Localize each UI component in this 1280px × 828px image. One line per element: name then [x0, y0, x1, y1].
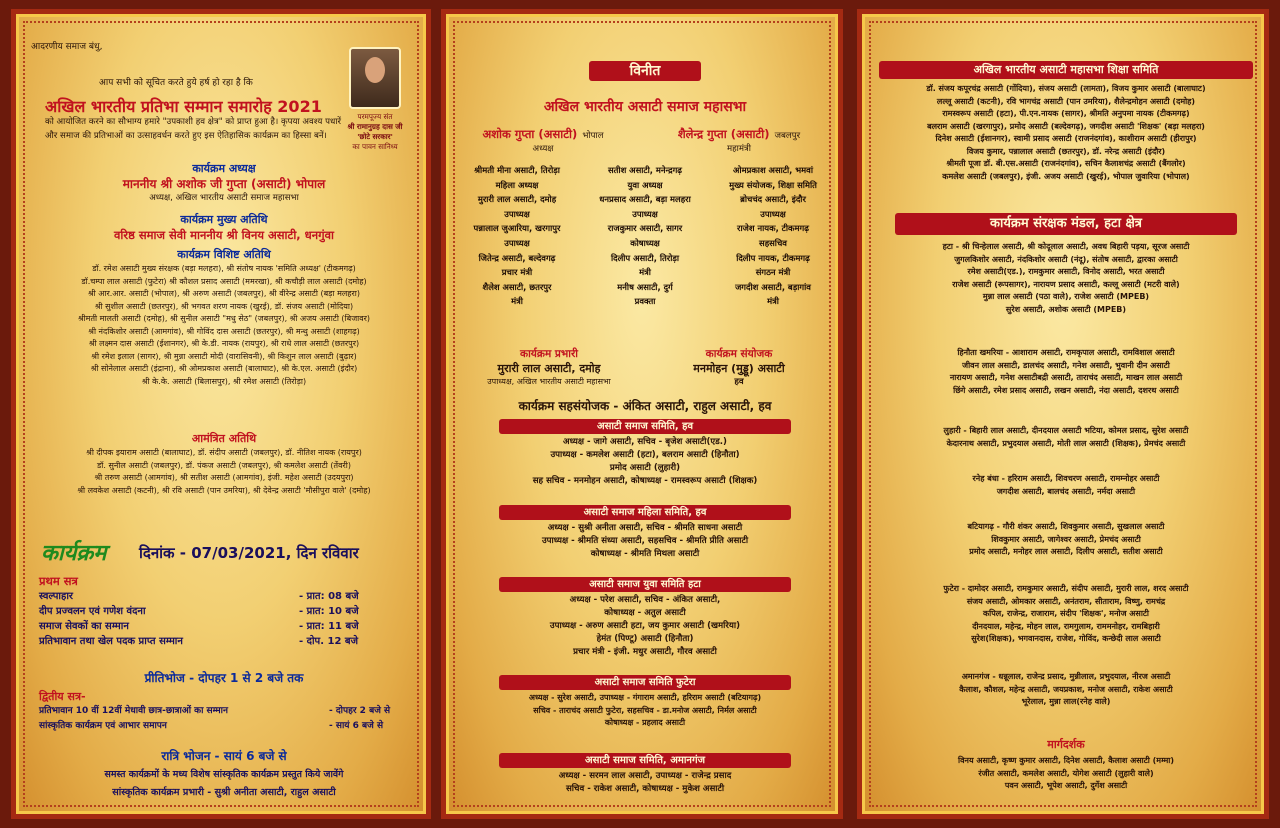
event-date: दिनांक - 07/03/2021, दिन रविवार: [139, 544, 359, 562]
guide-title: मार्गदर्शक: [1047, 738, 1085, 751]
lunch-line: प्रीतिभोज - दोपहर 1 से 2 बजे तक: [144, 671, 304, 685]
committee-title: असाटी समाज समिति फुटेरा: [499, 675, 791, 690]
schedule-row: समाज सेवकों का सम्मान - प्रात: 11 बजे: [39, 621, 359, 632]
program-logo: कार्यक्रम: [41, 540, 107, 566]
schedule-row: सांस्कृतिक कार्यक्रम एवं आभार समापन - सायं 6 बजे से: [39, 721, 384, 731]
session-two: [39, 689, 409, 734]
office-bearers-col-3: ओमप्रकाश असाटी, भमवां मुख्य संयोजक, शिक्षा समिति ब्रोचचंद असाटी, इंदौर उपाध्यक्ष राजेश नायक, टीकमगढ़ सहसचिव दिलीप नायक, टीकमगढ़ संगठन मंत्री जगदीश असाटी, बड़ागांव मंत्री: [729, 165, 817, 307]
committee-amanganj: असाटी समाज समिति, अमानगंज अध्यक्ष - सरमन लाल असाटी, उपाध्यक्ष - राजेन्द्र प्रसाद सचिव - राकेश असाटी, कोषाध्यक्ष - मुकेश असाटी: [459, 753, 831, 796]
committee-title: असाटी समाज युवा समिति हटा: [499, 577, 791, 592]
president-heading: कार्यक्रम अध्यक्ष: [192, 162, 256, 175]
patron-committee-title: कार्यक्रम संरक्षक मंडल, हटा क्षेत्र: [895, 213, 1237, 235]
education-committee-title: अखिल भारतीय असाटी महासभा शिक्षा समिति: [879, 61, 1253, 79]
session-two-heading: द्वितीय सत्र-: [39, 690, 86, 703]
program-incharge: कार्यक्रम प्रभारी मुरारी लाल असाटी, दमोह उपाध्यक्ष, अखिल भारतीय असाटी महासभा: [487, 348, 611, 386]
group-hata: हटा - श्री चिन्हेलाल असाटी, श्री कोदूलाल असाटी, अवध बिहारी पड़या, सूरज असाटी जुगलकिशोर असाटी, नंदकिशोर असाटी (नंदू), संतोष असाटी, द्वारका असाटी रमेश असाटी(एड.), रामकुमार असाटी, विनोद असाटी, भरत असाटी राजेश असाटी (रूपसागर), नारायण प्रसाद असाटी, कल्लू असाटी (मटरी वाले) मुन्ना लाल असाटी (पठा वाले), राजेश असाटी (MPEB) सुरेश असाटी, अशोक असाटी (MPEB): [942, 242, 1190, 314]
group-batiyagarh: बटियागढ़ - गौरी शंकर असाटी, शिवकुमार असाटी, सुखलाल असाटी शिवकुमार असाटी, जागेश्वर असाटी, प्रेमचंद असाटी प्रमोद असाटी, मनोहर लाल असाटी, दिलीप असाटी, सतीश असाटी: [967, 522, 1165, 556]
group-luhari: लुहारी - बिहारी लाल असाटी, दीनदयाल असाटी भटिया, कोमल प्रसाद, सुरेश असाटी केदारनाथ असाटी, प्रभुदयाल असाटी, मोती लाल असाटी (शिक्षक), प्रेमचंद असाटी: [943, 426, 1189, 448]
co-convener: कार्यक्रम सहसंयोजक - अंकित असाटी, राहुल असाटी, हव: [518, 399, 772, 413]
chief-guest-heading: कार्यक्रम मुख्य अतिथि: [180, 213, 268, 226]
special-guest-line: डॉ.चम्पा लाल असाटी (फुटेरा) श्री कौशल प्रसाद असाटी (ममरखा), श्री कचौड़ी लाल असाटी (दमोह): [81, 276, 367, 286]
event-title: अखिल भारतीय प्रतिभा सम्मान समारोह 2021: [45, 97, 322, 116]
schedule-row: स्वल्पाहार - प्रात: 08 बजे: [39, 591, 359, 602]
committee-hata: असाटी समाज समिति, हव अध्यक्ष - जागे असाटी, सचिव - बृजेश असाटी(एड.) उपाध्यक्ष - कमलेश असाटी (हटा), बलराम असाटी (हिनौता) प्रमोद असाटी (लुहारी) सह सचिव - मनमोहन असाटी, कोषाध्यक्ष - रामस्वरूप असाटी (शिक्षक): [459, 419, 831, 488]
invited-guest-line: श्री तरुण असाटी (आमगांव), श्री सतीश असाटी (आमगांव), इंजी. महेश असाटी (उदयपुरा): [94, 473, 354, 482]
group-futera: फुटेरा - दामोदर असाटी, रामकुमार असाटी, संदीप असाटी, मुरारी लाल, शरद असाटी संजय असाटी, ओमकार असाटी, अनंतराम, सीताराम, विष्णु, रामचंद्र कपिल, राजेन्द्र, राजाराम, संदीप 'शिक्षक', मनोज असाटी दीनदयाल, महेन्द्र, मोहन लाल, रामगुलाम, राममनोहर, रामबिहारी सुरेश(शिक्षक), भगवानदास, राजेश, गोविंद, कन्छेदी लाल असाटी: [943, 584, 1189, 643]
special-guest-line: श्री लक्ष्मन दास असाटी (ईशानगर), श्री के.डी. नायक (रायपुर), श्री राधे लाल असाटी (छतरपुर): [88, 339, 360, 348]
vineet-header: विनीत: [589, 61, 701, 81]
session-one: [39, 573, 409, 649]
committee-women: असाटी समाज महिला समिति, हव अध्यक्ष - सुश्री अनीता असाटी, सचिव - श्रीमति साधना असाटी उपाध्यक्ष - श्रीमति संध्या असाटी, सहसचिव - श्रीमति प्रीति असाटी कोषाध्यक्ष - श्रीमति मिथला असाटी: [459, 505, 831, 561]
schedule-row: प्रतिभावान तथा खेल पदक प्राप्त सम्मान - दोप. 12 बजे: [39, 636, 359, 647]
chief-guest-section: [31, 212, 417, 243]
greeting-text: आदरणीय समाज बंधु,: [31, 42, 103, 52]
org-title: अखिल भारतीय असाटी समाज महासभा: [543, 99, 747, 115]
committee-title: असाटी समाज महिला समिति, हव: [499, 505, 791, 520]
leader-secretary: शैलेन्द्र गुप्ता (असाटी) जबलपुर महामंत्री: [677, 127, 801, 154]
invited-guest-line: डॉ. सुनील असाटी (जबलपुर), डॉ. पंकज असाटी (जबलपुर), श्री कमलेश असाटी (तेंवरी): [97, 460, 351, 470]
dinner-line: रात्रि भोजन - सायं 6 बजे से: [161, 749, 287, 763]
guide-members: विनय असाटी, कृष्ण कुमार असाटी, दिनेश असाटी, कैलाश असाटी (मम्मा) रंजीत असाटी, कमलेश असाटी, योगेश असाटी (लुहारी वाले) पवन असाटी, भूपेश असाटी, दुर्गेश असाटी: [958, 756, 1174, 790]
program-convener: कार्यक्रम संयोजक मनमोहन (मुड्डू) असाटी हव: [693, 348, 785, 387]
special-guests-section: [31, 247, 417, 388]
intro-text: आप सभी को सूचित करते हुये हर्ष हो रहा है कि: [99, 78, 253, 88]
special-guests-heading: कार्यक्रम विशिष्ट अतिथि: [177, 248, 271, 261]
photo-caption: परमपूज्य संत श्री रामानुग्रह दास जी 'छोटे सरकार' का पावन सानिध्य: [347, 112, 403, 151]
president-section: [31, 161, 417, 205]
invited-guests-heading: आमंत्रित अतिथि: [191, 432, 257, 445]
committee-futera: असाटी समाज समिति फुटेरा अध्यक्ष - सुरेश असाटी, उपाध्यक्ष - गंगाराम असाटी, हरिराम असाटी (बटियागढ़) सचिव - ताराचंद असाटी फुटेरा, सहसचिव - डा.मनोज असाटी, निर्मल असाटी कोषाध्यक्ष - प्रहलाद असाटी: [459, 675, 831, 730]
group-hinauta-khamariya: हिनौता खमरिया - आशाराम असाटी, रामकृपाल असाटी, रामविशाल असाटी जीवन लाल असाटी, डालचंद असाटी, गनेश असाटी, भुवानी दीन असाटी नारायण असाटी, गनेश असाटीबद्री असाटी, ताराचंद असाटी, माखन लाल असाटी छिंगे असाटी, रमेश प्रसाद असाटी, लखन असाटी, नंदा असाटी, दशरथ असाटी: [949, 348, 1183, 395]
special-guest-line: श्री सुशील असाटी (छतरपुर), श्री भगवत शरण नायक (खुरई), डॉ. संजय असाटी (मोदिया): [94, 301, 354, 311]
invited-guests-section: [31, 430, 417, 497]
saint-photo: [349, 47, 401, 109]
special-guest-line: श्री नंदकिशोर असाटी (आमगांव), श्री गोविंद दास असाटी (छतरपुर), श्री मन्थु असाटी (शाहगढ़): [88, 326, 360, 336]
special-guest-line: श्रीमती मालती असाटी (दमोह), श्री सुनील असाटी "मधु सेठ" (जबलपुर), श्री अजय असाटी (बिजावर): [77, 314, 371, 323]
schedule-row: प्रतिभावान 10 वीं 12वीं मेधावी छात्र-छात्राओं का सम्मान - दोपहर 2 बजे से: [39, 706, 391, 716]
committee-title: असाटी समाज समिति, अमानगंज: [499, 753, 791, 768]
special-guest-line: डॉ. रमेश असाटी मुख्य संरक्षक (बड़ा मलहरा), श्री संतोष नायक 'समिति अध्यक्ष' (टीकमगढ़): [92, 264, 356, 273]
special-guest-line: श्री के.के. असाटी (बिलासपुर), श्री रमेश असाटी (तिरोड़ा): [141, 376, 307, 386]
committee-youth: असाटी समाज युवा समिति हटा अध्यक्ष - परेश असाटी, सचिव - अंकित असाटी, कोषाध्यक्ष - अतुल असाटी उपाध्यक्ष - अरुण असाटी हटा, जय कुमार असाटी (खमरिया) हेमंत (पिण्टू) असाटी (हिनौता) प्रचार मंत्री - इंजी. मधुर असाटी, गौरव असाटी: [459, 577, 831, 659]
panel-invitation: [16, 14, 426, 814]
chief-guest-name: वरिष्ठ समाज सेवी माननीय श्री विनय असाटी, धनगुंवा: [114, 228, 334, 242]
group-amanganj: अमानगंज - धन्नूलाल, राजेन्द्र प्रसाद, मुन्नीलाल, प्रभुदयाल, नीरज असाटी कैलाश, कौशल, महेन्द्र असाटी, जयप्रकाश, मनोज असाटी, राकेश असाटी भूरेलाल, मुन्ना लाल(रनेह वाले): [959, 672, 1173, 706]
president-name: माननीय श्री अशोक जी गुप्ता (असाटी) भोपाल: [122, 177, 326, 191]
invited-guest-line: श्री लवकेश असाटी (कटनी), श्री रवि असाटी (पान उमरिया), श्री देवेन्द्र असाटी 'मौसीपुरा वाले' (दमोह): [77, 485, 371, 495]
panel-organizers: [446, 14, 838, 814]
invited-guest-line: श्री दीपक इयाराम असाटी (बालाघाट), डॉ. संदीप असाटी (जबलपुर), डॉ. नीतिश नायक (रायपुर): [86, 448, 362, 457]
office-bearers-col-1: श्रीमती मीना असाटी, तिरोड़ा महिला अध्यक्ष मुरारी लाल असाटी, दमोह उपाध्यक्ष पन्नालाल जुआरिया, खरगापुर उपाध्यक्ष जितेन्द्र असाटी, बल्देवगढ़ प्रचार मंत्री शैलेश असाटी, छतरपुर मंत्री: [473, 165, 561, 307]
schedule-row: दीप प्रज्वलन एवं गणेश वंदना - प्रात: 10 बजे: [39, 606, 359, 617]
session-one-heading: प्रथम सत्र: [39, 574, 78, 588]
leader-president: अशोक गुप्ता (असाटी) भोपाल अध्यक्ष: [482, 127, 604, 154]
office-bearers: [455, 163, 835, 309]
education-committee-members: डॉ. संजय कपूरचंद्र असाटी (गोंदिया), संजय असाटी (लामता), विजय कुमार असाटी (बालाघाट) लल्लू असाटी (कटनी), रवि भागचंद्र असाटी (पान उमरिया), शैलेन्द्रमोहन असाटी (दमोह) रामस्वरूप असाटी (हटा), पी.एन.नायक (सागर), श्रीमति अनुपमा नायक (टीकमगढ़) बलराम असाटी (खरगापुर), प्रमोद असाटी (बल्देवगढ़), जगदीश असाटी 'शिक्षक' (बड़ा मलहरा) दिनेश असाटी (ईशानगर), स्वामी प्रसाद असाटी (राजनंदगांव), काशीराम असाटी (हीरापुर) विजय कुमार, पन्नालाल असाटी (छतरपुर), डॉ. नरेन्द्र असाटी (इंदौर) श्रीमती पूजा डॉ. बी.एस.असाटी (राजनंदगांव), सचिन कैलाशचंद्र असाटी (बैंगलोर) कमलेश असाटी (जबलपुर), इंजी. अजय असाटी (खुरई), भोपाल जुवारिया (भोपाल): [926, 84, 1206, 181]
panel-committees: [862, 14, 1264, 814]
office-bearers-col-2: सतीश असाटी, मनेन्द्रगढ़ युवा अध्यक्ष धनप्रसाद असाटी, बड़ा मलहरा उपाध्यक्ष राजकुमार असाटी, सागर कोषाध्यक्ष दिलीप असाटी, तिरोड़ा मंत्री मनीष असाटी, दुर्ग प्रवक्ता: [599, 165, 691, 307]
special-guest-line: श्री सोनेलाल असाटी (इंद्राना), श्री ओमप्रकाश असाटी (बालाघाट), श्री के.एल. असाटी (इंदौर): [90, 364, 358, 373]
special-guest-line: श्री रमेश इलाल (सागर), श्री मुन्ना असाटी मोदी (वारासिवनी), श्री किशुन लाल असाटी (बुढ़ार): [91, 351, 357, 361]
cultural-incharge: सांस्कृतिक कार्यक्रम प्रभारी - सुश्री अनीता असाटी, राहुल असाटी: [112, 787, 336, 798]
president-role: अध्यक्ष, अखिल भारतीय असाटी समाज महासभा: [149, 193, 299, 203]
intro-paragraph: को आयोजित करने का सौभाग्य हमारे "उपकाशी हव क्षेत्र" को प्राप्त हुआ है। कृपया अवश्य पधारें और समाज की प्रतिभाओं का उत्साहवर्धन करते हुए इस ऐतिहासिक कार्यक्रम का हिस्सा बनें।: [45, 117, 342, 141]
group-raneh-bandha: रनेह बंधा - हरिराम असाटी, शिवचरण असाटी, रामम्नोहर असाटी जगदीश असाटी, बालचंद असाटी, नर्मदा असाटी: [972, 474, 1160, 496]
cultural-note: समस्त कार्यक्रमों के मध्य विशेष सांस्कृतिक कार्यक्रम प्रस्तुत किये जावेंगे: [104, 769, 344, 780]
committee-title: असाटी समाज समिति, हव: [499, 419, 791, 434]
special-guest-line: श्री आर.आर. असाटी (भोपाल), श्री अरुण असाटी (जबलपुर), श्री वीरेन्द्र असाटी (बड़ा मलहरा): [88, 289, 360, 298]
